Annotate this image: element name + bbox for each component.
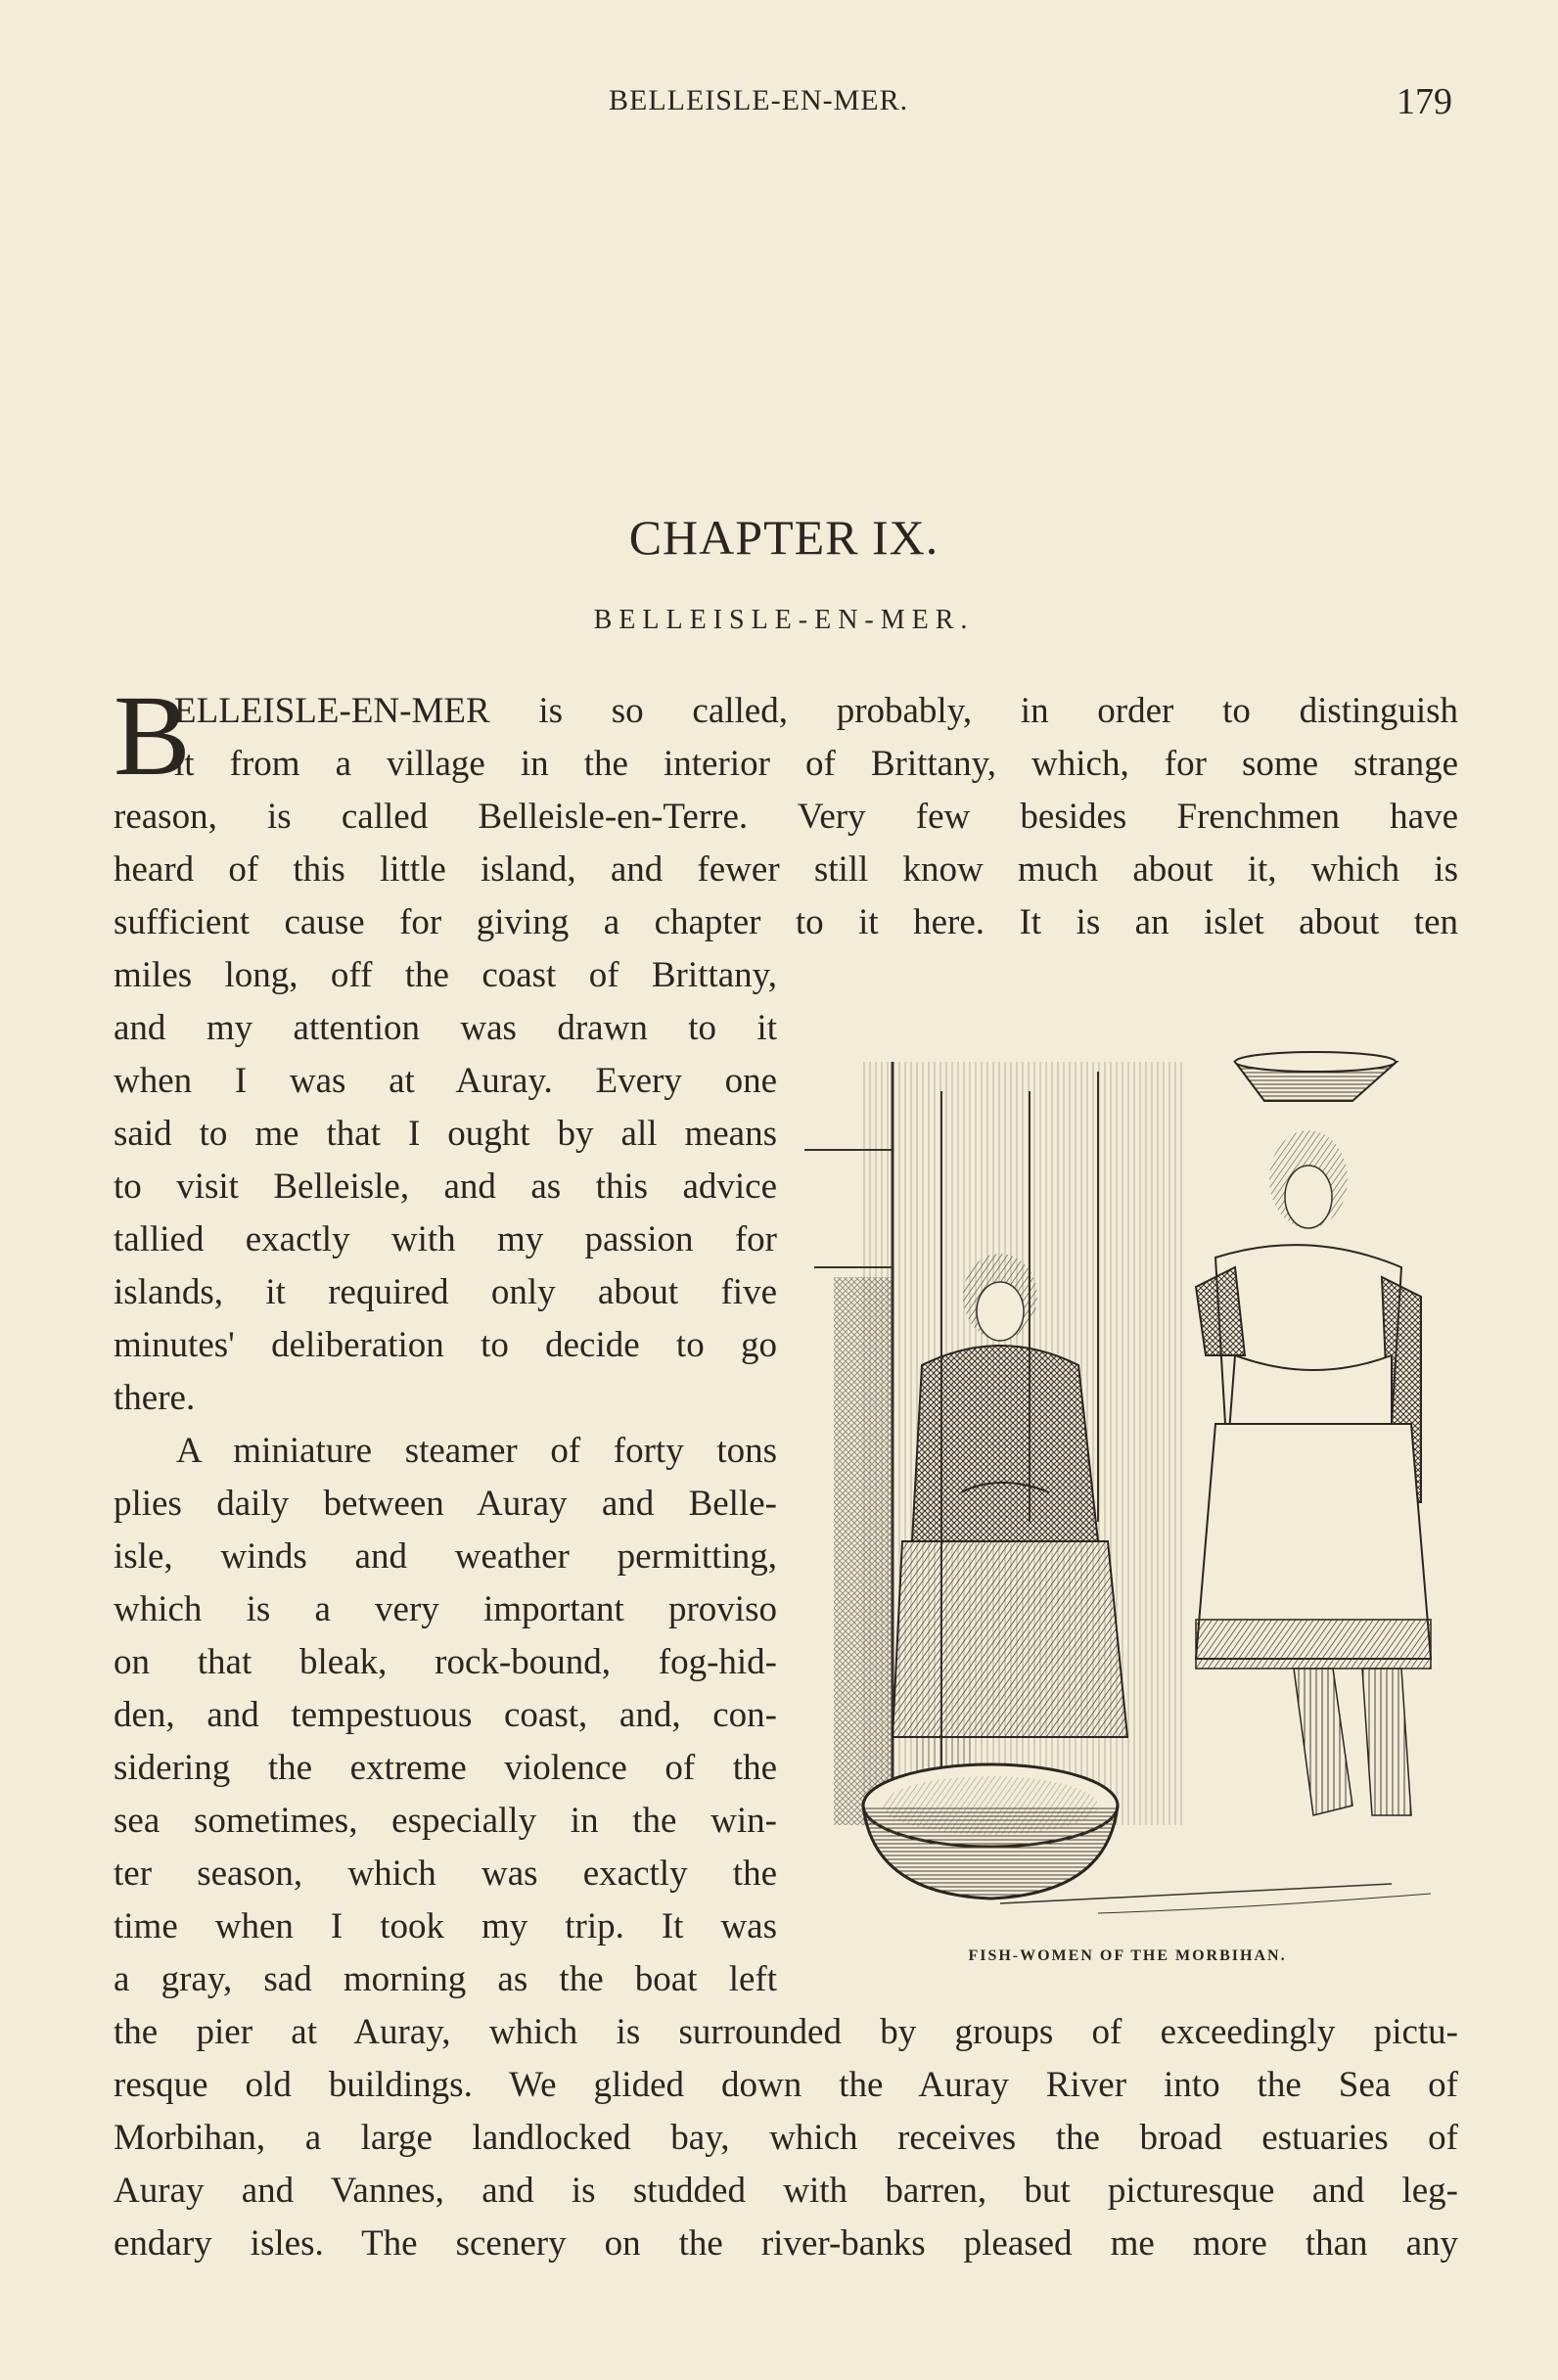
text-line: heard of this little island, and fewer still know much about it, which is [114,849,1458,890]
text-line: islands, it required only about five [114,1272,777,1312]
text-line: endary isles. The scenery on the river-banks pleased me more than any [114,2223,1458,2264]
text-line: ELLEISLE-EN-MER is so called, probably, in order to distinguish [174,691,1458,731]
text-line: A miniature steamer of forty tons [176,1431,777,1471]
fish-women-illustration [804,1032,1450,1933]
running-head [0,80,1558,129]
paragraph-opening [114,671,1458,949]
figure-caption: FISH-WOMEN OF THE MORBIHAN. [968,1947,1287,1964]
page-number: 179 [1397,81,1452,122]
chapter-heading: CHAPTER IX. [628,510,939,565]
drop-cap: B [114,671,191,800]
text-line: tallied exactly with my passion for [114,1219,777,1259]
text-line: isle, winds and weather permitting, [114,1536,777,1577]
text-line: miles long, off the coast of Brittany, [114,955,777,995]
text-line: on that bleak, rock-bound, fog-hid- [114,1642,777,1682]
text-line: minutes' deliberation to decide to go [114,1325,777,1365]
text-line: sea sometimes, especially in the win- [114,1801,777,1841]
paragraph-continuation [114,2006,1458,2270]
text-line: when I was at Auray. Every one [114,1061,777,1101]
text-line: resque old buildings. We glided down the Auray River into the Sea of [114,2065,1458,2105]
text-line: Morbihan, a large landlocked bay, which receives the broad estuaries of [114,2118,1458,2158]
text-line: and my attention was drawn to it [114,1008,777,1048]
text-line: said to me that I ought by all means [114,1114,777,1154]
running-title: BELLEISLE-EN-MER. [609,84,909,116]
chapter-subtitle: BELLEISLE-EN-MER. [593,605,975,635]
text-line: there. [114,1378,196,1418]
text-line: den, and tempestuous coast, and, con- [114,1695,777,1735]
text-line: which is a very important proviso [114,1589,777,1629]
paragraph-narrow-column [114,949,777,2006]
text-line: a gray, sad morning as the boat left [114,1959,777,1999]
text-line: plies daily between Auray and Belle- [114,1484,777,1524]
text-line: Auray and Vannes, and is studded with barren, but picturesque and leg- [114,2171,1458,2211]
text-line: time when I took my trip. It was [114,1906,777,1946]
text-line: the pier at Auray, which is surrounded by groups of exceedingly pictu- [114,2012,1458,2052]
text-line: sufficient cause for giving a chapter to it here. It is an islet about ten [114,902,1458,942]
text-line: reason, is called Belleisle-en-Terre. Very few besides Frenchmen have [114,797,1458,837]
text-line: sidering the extreme violence of the [114,1748,777,1788]
text-line: it from a village in the interior of Brittany, which, for some strange [174,744,1458,784]
text-line: to visit Belleisle, and as this advice [114,1167,777,1207]
text-line: ter season, which was exactly the [114,1854,777,1894]
